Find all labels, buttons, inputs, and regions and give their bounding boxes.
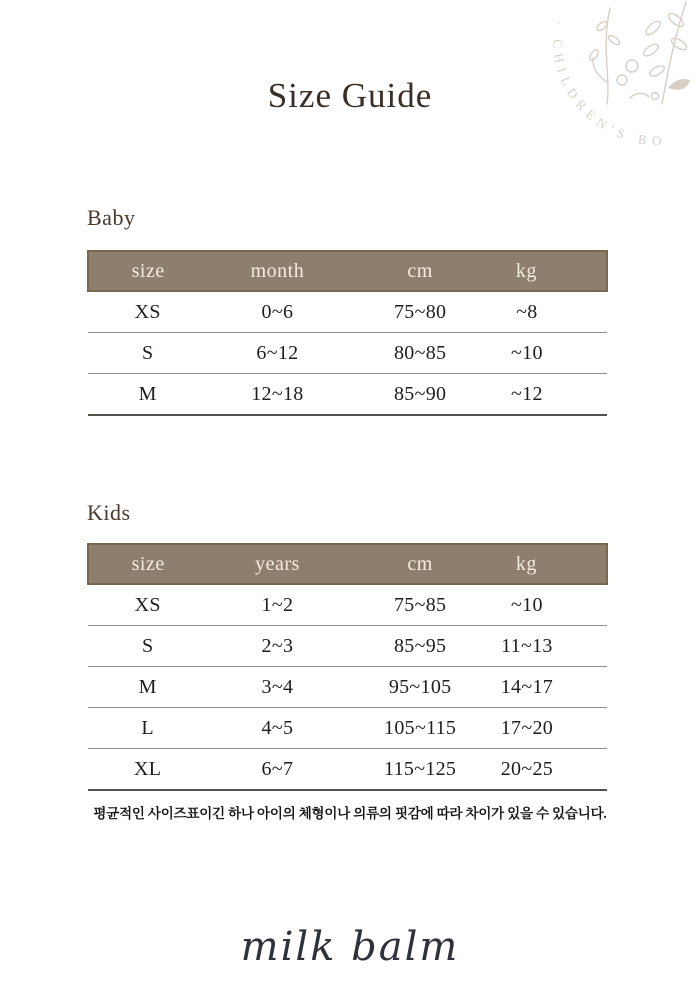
table-cell: ~8: [493, 291, 607, 333]
table-row: [88, 584, 607, 626]
table-cell: 14~17: [493, 667, 607, 708]
table-cell: 85~90: [347, 374, 492, 416]
table-cell: 3~4: [207, 667, 347, 708]
table-cell: ~10: [493, 584, 607, 626]
table-cell: M: [88, 374, 207, 416]
baby-section: [87, 204, 608, 416]
column-header-cm: cm: [347, 544, 492, 584]
table-cell: 4~5: [207, 708, 347, 749]
table-row: [88, 333, 607, 374]
emblem-arc-text: · CHILDREN'S BO: [549, 19, 668, 149]
baby-size-table: [87, 250, 608, 416]
table-cell: XS: [88, 584, 207, 626]
table-cell: S: [88, 626, 207, 667]
kids-section: [87, 499, 608, 791]
kids-size-table: [87, 543, 608, 791]
table-cell: 115~125: [347, 749, 492, 791]
table-row: [88, 667, 607, 708]
table-cell: 80~85: [347, 333, 492, 374]
table-cell: S: [88, 333, 207, 374]
section-title-baby: Baby: [87, 205, 136, 230]
table-row: [88, 708, 607, 749]
column-header-size: size: [88, 251, 207, 291]
brand-logo: milk balm: [240, 924, 460, 970]
column-header-cm: cm: [347, 251, 492, 291]
column-header-kg: kg: [493, 251, 607, 291]
table-cell: 6~7: [207, 749, 347, 791]
size-disclaimer-note: 평균적인 사이즈표이긴 하나 아이의 체형이나 의류의 핏감에 따라 차이가 있을 수 있습니다.: [93, 806, 607, 821]
table-cell: 12~18: [207, 374, 347, 416]
table-cell: 75~85: [347, 584, 492, 626]
table-cell: M: [88, 667, 207, 708]
table-cell: XL: [88, 749, 207, 791]
table-row: [88, 291, 607, 333]
table-cell: 20~25: [493, 749, 607, 791]
table-cell: 6~12: [207, 333, 347, 374]
table-cell: 85~95: [347, 626, 492, 667]
table-header-row: [88, 544, 607, 584]
section-title-kids: Kids: [87, 500, 131, 525]
table-row: [88, 749, 607, 791]
table-cell: 0~6: [207, 291, 347, 333]
table-cell: ~12: [493, 374, 607, 416]
column-header-kg: kg: [493, 544, 607, 584]
column-header-month: month: [207, 251, 347, 291]
table-cell: 75~80: [347, 291, 492, 333]
table-cell: 17~20: [493, 708, 607, 749]
table-cell: 95~105: [347, 667, 492, 708]
table-cell: ~10: [493, 333, 607, 374]
column-header-size: size: [88, 544, 207, 584]
table-header-row: [88, 251, 607, 291]
column-header-years: years: [207, 544, 347, 584]
table-cell: 105~115: [347, 708, 492, 749]
table-cell: L: [88, 708, 207, 749]
page-title: Size Guide: [267, 76, 433, 115]
table-row: [88, 374, 607, 416]
table-cell: 11~13: [493, 626, 607, 667]
table-cell: XS: [88, 291, 207, 333]
table-cell: 2~3: [207, 626, 347, 667]
table-cell: 1~2: [207, 584, 347, 626]
table-row: [88, 626, 607, 667]
